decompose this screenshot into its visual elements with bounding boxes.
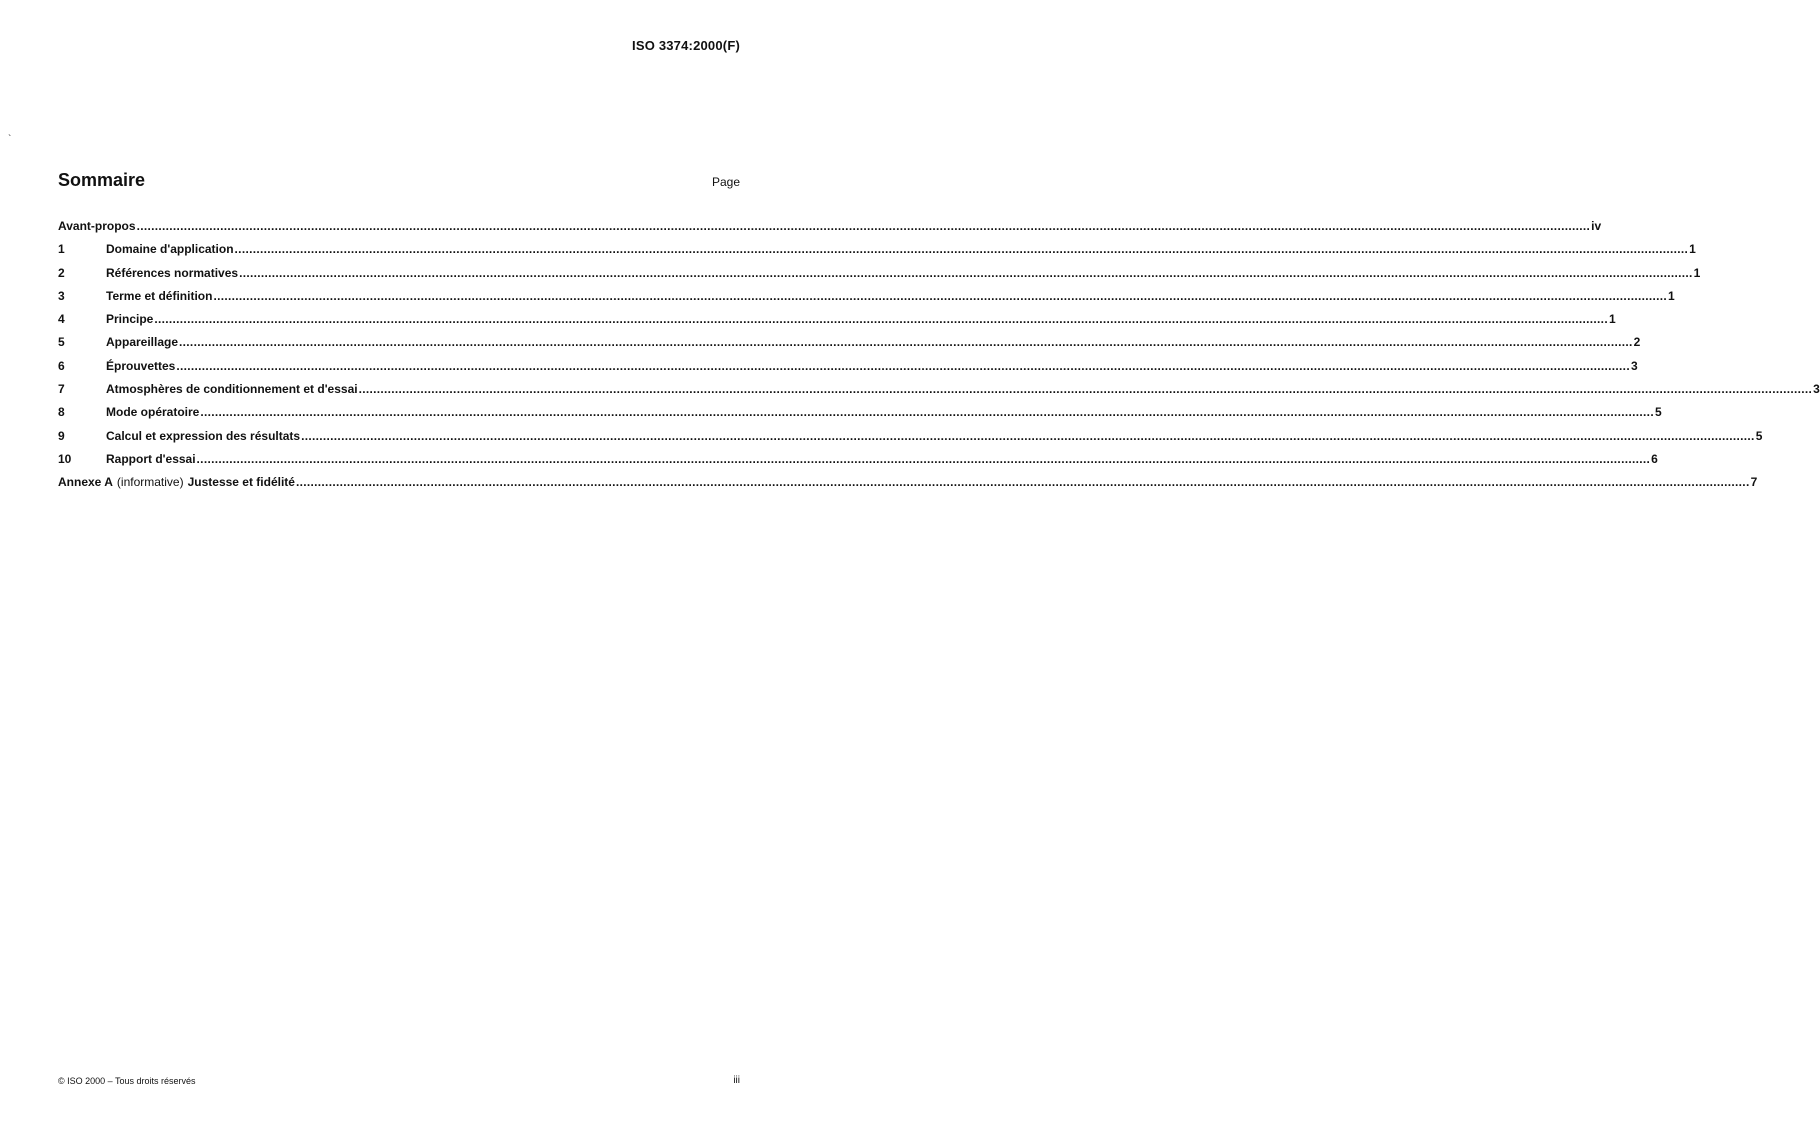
toc-entry-title: Éprouvettes [106,358,176,373]
toc-leader-dots: ................................................................................................................................................................................................................................................................................................................................................................................................................ [136,219,1591,233]
toc-leader-dots: ................................................................................................................................................................................................................................................................................................................................................................................................................ [179,335,1633,350]
toc-entry-6[interactable] [58,358,1638,382]
toc-entry-5[interactable] [58,335,1641,358]
toc-entry-title: Mode opératoire [106,405,200,420]
toc-entry-title: Atmosphères de conditionnement et d'essai [106,382,358,397]
toc-entry-page: 3 [1630,358,1638,373]
toc-leader-dots: ................................................................................................................................................................................................................................................................................................................................................................................................................ [154,312,1608,327]
toc-entry-title: Rapport d'essai [106,451,196,466]
toc-entry-number: 1 [58,242,65,257]
toc-leader-dots: ................................................................................................................................................................................................................................................................................................................................................................................................................ [239,265,1693,280]
toc-leader-dots: ................................................................................................................................................................................................................................................................................................................................................................................................................ [358,382,1813,397]
toc-entry-1[interactable] [58,242,1696,265]
toc-entry-number: 2 [58,265,65,280]
toc-entry-4[interactable] [58,312,1616,335]
toc-entry-8[interactable] [58,405,1662,428]
toc-entry-page: 7 [1750,475,1758,490]
toc-entry-page: 6 [1651,451,1658,466]
annex-title: Justesse et fidélité [187,475,295,490]
annex-label: Annexe A [58,475,113,490]
toc-entry-title: Calcul et expression des résultats [106,428,301,443]
toc-entry-number: 9 [58,428,65,443]
toc-leader-dots: ................................................................................................................................................................................................................................................................................................................................................................................................................ [295,475,1750,490]
toc-entry-title: Avant-propos [58,219,136,233]
toc-entry-page: 2 [1633,335,1641,350]
toc-entry-page: 1 [1693,265,1701,280]
toc-entry-page: 5 [1654,405,1662,420]
toc-entry-title: Références normatives [106,265,239,280]
toc-entry-avant-propos[interactable] [58,219,1602,242]
toc-leader-dots: ................................................................................................................................................................................................................................................................................................................................................................................................................ [234,242,1689,257]
toc-entry-3[interactable] [58,288,1675,312]
annex-informative-tag: (informative) [116,475,184,490]
toc-entry-number: 10 [58,451,72,466]
toc-entry-annex-a[interactable] [58,475,1758,498]
toc-entry-10[interactable] [58,451,1658,475]
toc-entry-number: 8 [58,405,65,420]
toc-entry-title: Appareillage [106,335,179,350]
toc-entry-number: 6 [58,358,65,373]
toc-entry-page: 1 [1689,242,1696,257]
toc-entry-title: Terme et définition [106,288,213,303]
toc-entry-7[interactable] [58,382,1820,405]
toc-entry-page: 1 [1608,312,1616,327]
copyright-notice: © ISO 2000 – Tous droits réservés [58,1076,196,1086]
toc-entry-number: 3 [58,288,65,303]
toc-entry-2[interactable] [58,265,1701,289]
toc-entry-number: 7 [58,382,65,397]
toc-leader-dots: ................................................................................................................................................................................................................................................................................................................................................................................................................ [176,358,1630,373]
toc-leader-dots: ................................................................................................................................................................................................................................................................................................................................................................................................................ [213,288,1668,303]
page-column-label: Page [711,175,740,189]
toc-entry-page: 5 [1755,428,1763,443]
toc-leader-dots: ................................................................................................................................................................................................................................................................................................................................................................................................................ [200,405,1654,420]
toc-entry-page: 1 [1668,288,1675,303]
toc-entry-title: Domaine d'application [106,242,234,257]
toc-entry-title: Principe [106,312,154,327]
toc-leader-dots: ................................................................................................................................................................................................................................................................................................................................................................................................................ [301,428,1755,443]
toc-entry-9[interactable] [58,428,1763,452]
contents-title: Sommaire [58,170,146,190]
toc-entry-number: 4 [58,312,65,327]
table-of-contents [58,219,1820,499]
toc-leader-dots: ................................................................................................................................................................................................................................................................................................................................................................................................................ [196,451,1651,466]
toc-entry-page: 3 [1813,382,1820,397]
contents-heading-row [58,170,740,191]
footer-page-number: iii [733,1075,740,1086]
toc-entry-page: iv [1591,219,1602,233]
document-id: ISO 3374:2000(F) [632,38,740,53]
toc-entry-number: 5 [58,335,65,350]
stray-mark: ` [8,134,12,145]
